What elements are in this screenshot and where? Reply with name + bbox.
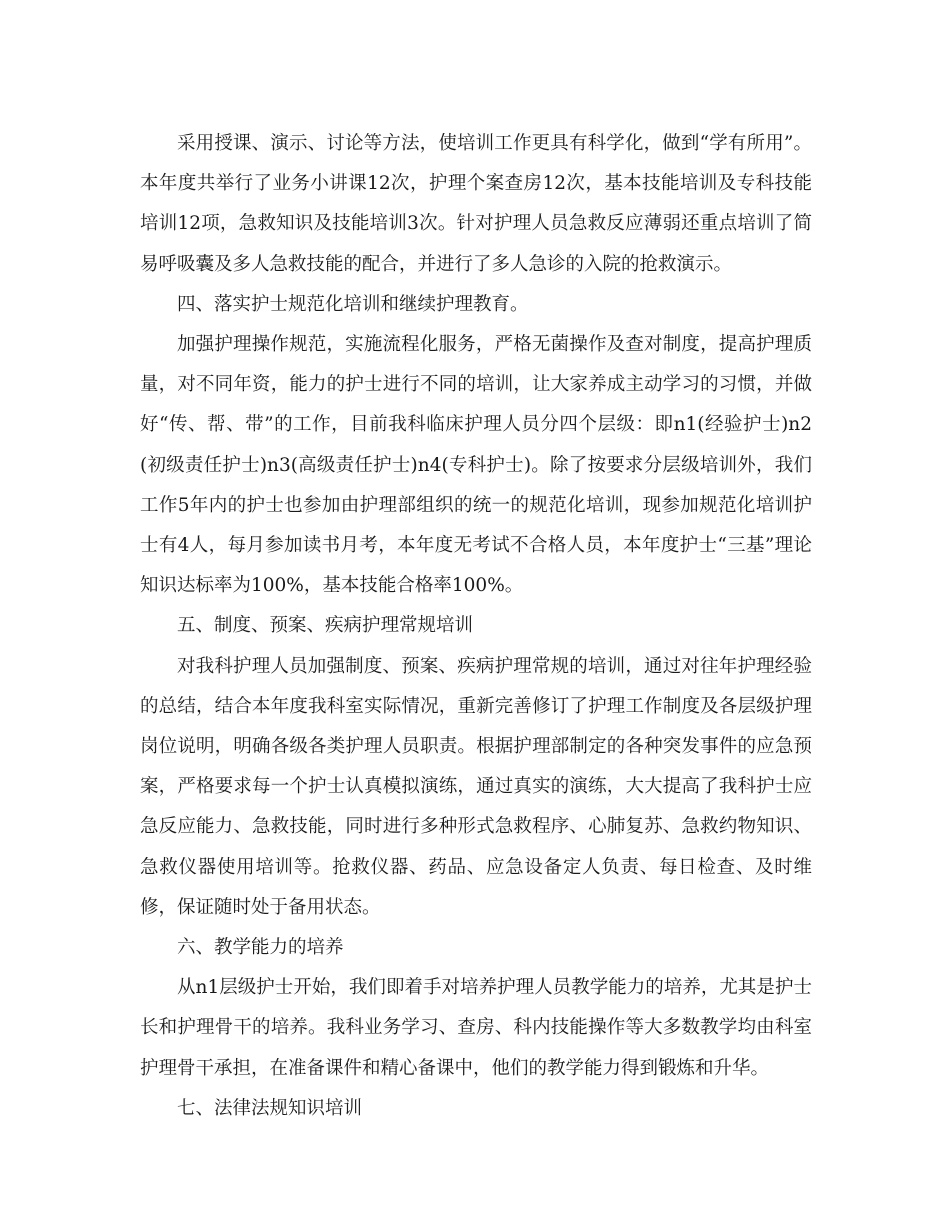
section-heading-5: 五、制度、预案、疾病护理常规培训 — [177, 615, 474, 637]
document-body — [140, 124, 812, 1129]
paragraph-system-plan-training: 对我科护理人员加强制度、预案、疾病护理常规的培训，通过对往年护理经验的总结，结合本年度我科室实际情况，重新完善修订了护理工作制度及各层级护理岗位说明，明确各级各类护理人员职责。根据护理部制定的各种突发事件的应急预案，严格要求每一个护士认真模拟演练，通过真实的演练，大大提高了我科护士应急反应能力、急救技能，同时进行多种形式急救程序、心肺复苏、急救约物知识、急救仪器使用培训等。抢救仪器、药品、应急设备定人负责、每日检查、及时维修，保证随时处于备用状态。 — [140, 655, 812, 918]
section-heading-4: 四、落实护士规范化培训和继续护理教育。 — [177, 293, 529, 315]
paragraph-training-methods: 采用授课、演示、讨论等方法，使培训工作更具有科学化，做到“学有所用”。本年度共举行了业务小讲课12次，护理个案查房12次，基本技能培训及专科技能培训12项，急救知识及技能培训3次。针对护理人员急救反应薄弱还重点培训了简易呼吸囊及多人急救技能的配合，并进行了多人急诊的入院的抢救演示。 — [140, 133, 812, 275]
section-heading-6: 六、教学能力的培养 — [177, 937, 344, 959]
paragraph-teaching-ability: 从n1层级护士开始，我们即着手对培养护理人员教学能力的培养，尤其是护士长和护理骨干的培养。我科业务学习、查房、科内技能操作等大多数教学均由科室护理骨干承担，在准备课件和精心备课中，他们的教学能力得到锻炼和升华。 — [140, 977, 812, 1079]
paragraph-standardized-training: 加强护理操作规范，实施流程化服务，严格无菌操作及查对制度，提高护理质量，对不同年资，能力的护士进行不同的培训，让大家养成主动学习的习惯，并做好“传、帮、带”的工作，目前我科临床护理人员分四个层级：即n1(经验护士)n2(初级责任护士)n3(高级责任护士)n4(专科护士)。除了按要求分层级培训外，我们工作5年内的护士也参加由护理部组织的统一的规范化培训，现参加规范化培训护士有4人，每月参加读书月考，本年度无考试不合格人员，本年度护士“三基”理论知识达标率为100%，基本技能合格率100%。 — [140, 334, 812, 597]
section-heading-7: 七、法律法规知识培训 — [177, 1097, 363, 1119]
